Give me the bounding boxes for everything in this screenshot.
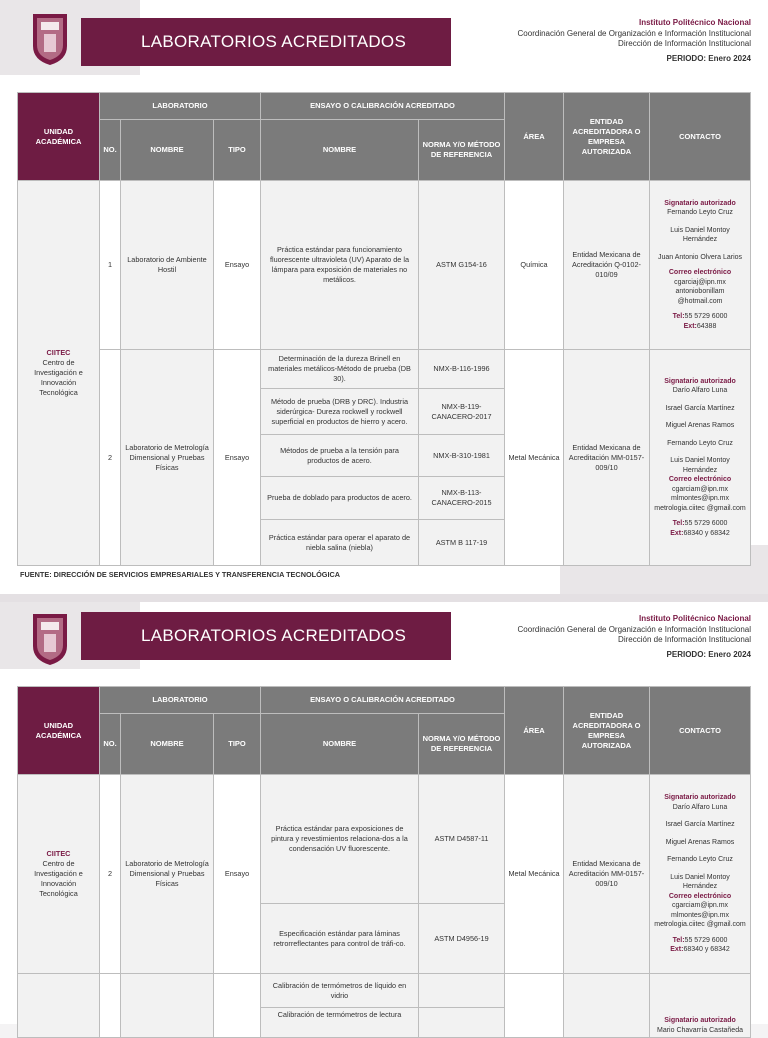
header-line-2: Dirección de Información Institucional — [618, 635, 751, 644]
document-page-2 — [0, 594, 768, 1034]
header-tipo: TIPO — [214, 120, 261, 181]
laboratories-table — [17, 92, 751, 566]
signatario-name: Luis Daniel Montoy Hernández — [670, 226, 730, 244]
row-nombre — [121, 974, 214, 1038]
tel-value: 55 5729 6000 — [684, 520, 728, 528]
page-title: LABORATORIOS ACREDITADOS — [81, 612, 451, 660]
ensayo-norma: ASTM D4956-19 — [419, 904, 505, 974]
ensayo-nombre: Métodos de prueba a la tensión para productos de acero. — [261, 435, 419, 477]
unidad-name: Centro de Investigación e Innovación Tecnológica — [34, 859, 83, 898]
tel-label: Tel: — [672, 520, 685, 528]
unidad-name: Centro de Investigación e Innovación Tecnológica — [34, 358, 83, 397]
signatario-name: Miguel Arenas Ramos — [665, 422, 735, 430]
signatario-name: Luis Daniel Montoy Hernández — [670, 873, 730, 891]
ensayo-nombre: Determinación de la dureza Brinell en materiales metálicos-Método de prueba (DB 30). — [261, 350, 419, 389]
header-contacto: CONTACTO — [650, 93, 751, 181]
row-area: Metal Mecánica — [505, 350, 564, 566]
ensayo-nombre: Práctica estándar para funcionamiento fluorescente ultravioleta (UV) Aparato de la lámpara para exposición de materiales no metálicos. — [261, 181, 419, 350]
email-link[interactable]: metrologia.ciitec @gmail.com — [654, 504, 746, 512]
unidad-code: CIITEC — [46, 849, 71, 858]
email-link[interactable]: antoniobonillam @hotmail.com — [675, 288, 725, 305]
ensayo-norma: NMX-B-113-CANACERO-2015 — [419, 477, 505, 520]
signatario-label: Signatario autorizado — [664, 794, 736, 802]
row-no: 1 — [100, 181, 121, 350]
ensayo-norma: NMX-B-119-CANACERO-2017 — [419, 389, 505, 435]
signatario-name: Darío Alfaro Luna — [672, 803, 728, 811]
email-link[interactable]: metrologia.ciitec @gmail.com — [654, 921, 746, 929]
ensayo-norma: NMX-B-116-1996 — [419, 350, 505, 389]
email-label: Correo electrónico — [668, 476, 732, 484]
row-tipo: Ensayo — [214, 775, 261, 974]
email-link[interactable]: cgarciam@ipn.mx — [671, 902, 729, 910]
signatario-name: Luis Daniel Montoy Hernández — [670, 457, 730, 474]
row-entidad: Entidad Mexicana de Acreditación MM-0157-009/10 — [564, 350, 650, 566]
row-area: Metal Mecánica — [505, 775, 564, 974]
ensayo-nombre: Método de prueba (DRB y DRC). Industria siderúrgica- Dureza rockwell y rockwell superficial en productos de hierro y acero. — [261, 389, 419, 435]
ext-label: Ext: — [683, 322, 697, 330]
ensayo-norma: ASTM G154-16 — [419, 181, 505, 350]
source-note: FUENTE: DIRECCIÓN DE SERVICIOS EMPRESARIALES Y TRANSFERENCIA TECNOLÓGICA — [20, 570, 341, 579]
header-ensayo-nombre: NOMBRE — [261, 714, 419, 775]
header-area: ÁREA — [505, 93, 564, 181]
header-info — [518, 18, 751, 64]
header-laboratorio: LABORATORIO — [100, 93, 261, 120]
header-unidad: UNIDAD ACADÉMICA — [18, 93, 100, 181]
table-row — [18, 350, 751, 389]
header-no: NO. — [100, 120, 121, 181]
table-row — [18, 974, 751, 1008]
row-tipo: Ensayo — [214, 350, 261, 566]
tel-value: 55 5729 6000 — [684, 313, 728, 321]
header-nombre: NOMBRE — [121, 120, 214, 181]
unidad-code: CIITEC — [46, 348, 71, 357]
header-no: NO. — [100, 714, 121, 775]
header-ensayo-nombre: NOMBRE — [261, 120, 419, 181]
email-label: Correo electrónico — [668, 269, 732, 277]
unidad-cell — [18, 974, 100, 1038]
signatario-label: Signatario autorizado — [664, 377, 736, 385]
email-link[interactable]: cgarciaj@ipn.mx — [674, 278, 726, 286]
header-line-2: Dirección de Información Institucional — [618, 39, 751, 48]
ext-label: Ext: — [670, 529, 684, 537]
tel-label: Tel: — [672, 313, 685, 321]
header-line-1: Coordinación General de Organización e Información Institucional — [517, 28, 751, 38]
signatario-name: Fernando Leyto Cruz — [667, 439, 733, 447]
header-contacto: CONTACTO — [650, 687, 751, 775]
ext-value: 68340 y 68342 — [683, 529, 730, 537]
contact-cell — [650, 181, 751, 350]
row-tipo — [214, 974, 261, 1038]
signatario-name: Israel García Martínez — [665, 821, 735, 829]
signatario-name: Israel García Martínez — [665, 404, 735, 412]
row-entidad: Entidad Mexicana de Acreditación MM-0157-009/10 — [564, 775, 650, 974]
row-entidad — [564, 974, 650, 1038]
ensayo-nombre: Calibración de termómetros de líquido en vidrio — [261, 974, 419, 1008]
header-entidad: ENTIDAD ACREDITADORA O EMPRESA AUTORIZADA — [564, 93, 650, 181]
ensayo-norma: ASTM D4587-11 — [419, 775, 505, 904]
institution-name: Instituto Politécnico Nacional — [638, 614, 751, 623]
institution-name: Instituto Politécnico Nacional — [638, 18, 751, 27]
ensayo-nombre: Especificación estándar para láminas retrorreflectantes para control de tráfi-co. — [261, 904, 419, 974]
ensayo-nombre: Prueba de doblado para productos de acero. — [261, 477, 419, 520]
row-nombre: Laboratorio de Metrología Dimensional y Pruebas Físicas — [121, 775, 214, 974]
row-no: 2 — [100, 350, 121, 566]
signatario-name: Mario Chavarría Castañeda — [657, 1026, 743, 1034]
ensayo-norma: NMX-B-310-1981 — [419, 435, 505, 477]
header-laboratorio: LABORATORIO — [100, 687, 261, 714]
signatario-label: Signatario autorizado — [664, 1017, 736, 1024]
tel-value: 55 5729 6000 — [684, 936, 728, 944]
period-label: PERIODO: Enero 2024 — [666, 53, 751, 63]
row-no: 2 — [100, 775, 121, 974]
unidad-cell — [18, 181, 100, 566]
row-no — [100, 974, 121, 1038]
header-ensayo: ENSAYO O CALIBRACIÓN ACREDITADO — [261, 687, 505, 714]
contact-cell — [650, 350, 751, 566]
period-label: PERIODO: Enero 2024 — [666, 649, 751, 659]
contact-cell — [650, 775, 751, 974]
ensayo-nombre: Práctica estándar para exposiciones de pintura y revestimientos relaciona-dos a la condensación UV fluorescente. — [261, 775, 419, 904]
header-info — [518, 614, 751, 660]
ext-value: 64388 — [696, 322, 717, 330]
ipn-logo — [31, 12, 69, 66]
header-entidad: ENTIDAD ACREDITADORA O EMPRESA AUTORIZADA — [564, 687, 650, 775]
ext-value: 68340 y 68342 — [683, 946, 730, 954]
row-area: Química — [505, 181, 564, 350]
email-link[interactable]: mlmontes@ipn.mx — [670, 495, 730, 503]
header-unidad: UNIDAD ACADÉMICA — [18, 687, 100, 775]
row-entidad: Entidad Mexicana de Acreditación Q-0102-010/09 — [564, 181, 650, 350]
signatario-label: Signatario autorizado — [664, 199, 736, 207]
signatario-name: Miguel Arenas Ramos — [665, 838, 735, 846]
ensayo-norma: ASTM B 117-19 — [419, 520, 505, 566]
ext-label: Ext: — [670, 946, 684, 954]
header-ensayo: ENSAYO O CALIBRACIÓN ACREDITADO — [261, 93, 505, 120]
header-nombre: NOMBRE — [121, 714, 214, 775]
email-label: Correo electrónico — [668, 892, 732, 900]
header-tipo: TIPO — [214, 714, 261, 775]
ensayo-norma — [419, 1008, 505, 1038]
contact-cell — [650, 974, 751, 1038]
header-norma: NORMA Y/O MÉTODO DE REFERENCIA — [419, 714, 505, 775]
ensayo-norma — [419, 974, 505, 1008]
header-norma: NORMA Y/O MÉTODO DE REFERENCIA — [419, 120, 505, 181]
row-tipo: Ensayo — [214, 181, 261, 350]
unidad-cell — [18, 775, 100, 974]
row-area — [505, 974, 564, 1038]
row-nombre: Laboratorio de Metrología Dimensional y Pruebas Físicas — [121, 350, 214, 566]
signatario-name: Fernando Leyto Cruz — [667, 209, 733, 217]
ipn-logo — [31, 612, 69, 666]
row-nombre: Laboratorio de Ambiente Hostil — [121, 181, 214, 350]
ensayo-nombre: Práctica estándar para operar el aparato de niebla salina (niebla) — [261, 520, 419, 566]
signatario-name: Fernando Leyto Cruz — [667, 856, 733, 864]
laboratories-table — [17, 686, 751, 1038]
signatario-name: Darío Alfaro Luna — [672, 387, 728, 395]
signatario-name: Juan Antonio Olvera Larios — [657, 253, 743, 261]
page-title: LABORATORIOS ACREDITADOS — [81, 18, 451, 66]
table-row — [18, 181, 751, 350]
email-link[interactable]: mlmontes@ipn.mx — [670, 911, 730, 919]
table-row — [18, 775, 751, 904]
email-link[interactable]: cgarciam@ipn.mx — [671, 485, 729, 493]
ensayo-nombre: Calibración de termómetros de lectura — [261, 1008, 419, 1038]
background-shape — [0, 594, 768, 602]
header-area: ÁREA — [505, 687, 564, 775]
tel-label: Tel: — [672, 936, 685, 944]
header-line-1: Coordinación General de Organización e Información Institucional — [517, 624, 751, 634]
